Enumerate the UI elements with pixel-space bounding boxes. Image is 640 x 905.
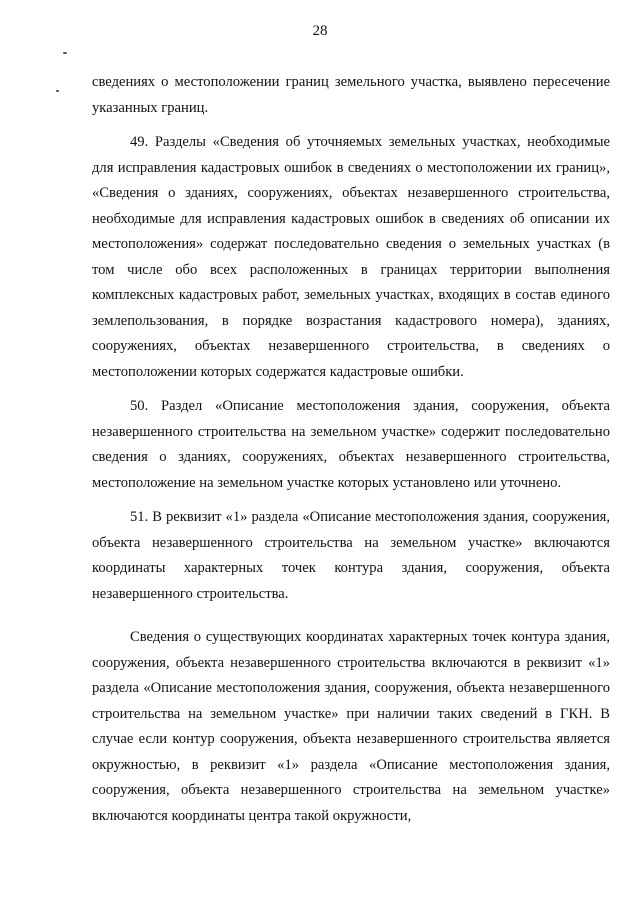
paragraph-51: 51. В реквизит «1» раздела «Описание местоположения здания, сооружения, объекта незавершенного строительства на земельном участке» включаются координаты характерных точек контура здания, сооружения, объекта незавершенного строительства. — [92, 509, 610, 602]
page-number: 28 — [312, 23, 328, 39]
paragraph-50: 50. Раздел «Описание местоположения здания, сооружения, объекта незавершенного строительства на земельном участке» содержит последовательно сведения о зданиях, сооружениях, объектах незавершенного строительства, местоположение на земельном участке которых установлено или уточнено. — [92, 398, 610, 491]
document-body — [92, 70, 610, 829]
scan-speck — [56, 90, 59, 92]
paragraph-continuation: сведениях о местоположении границ земельного участка, выявлено пересечение указанных границ. — [92, 74, 610, 116]
paragraph-49: 49. Разделы «Сведения об уточняемых земельных участках, необходимые для исправления кадастровых ошибок в сведениях о местоположении их границ», «Сведения о зданиях, сооружениях, объектах незавершенного строительства, необходимые для исправления кадастровых ошибок в сведениях об описании их местоположения» содержат последовательно сведения о земельных участках (в том числе обо всех расположенных в границах территории выполнения комплексных кадастровых работ, земельных участках, входящих в состав единого землепользования, в порядке возрастания кадастрового номера), зданиях, сооружениях, объектах незавершенного строительства, в сведениях о местоположении которых содержатся кадастровые ошибки. — [92, 134, 610, 380]
paragraph-coordinates-info: Сведения о существующих координатах характерных точек контура здания, сооружения, объекта незавершенного строительства включаются в реквизит «1» раздела «Описание местоположения здания, сооружения, объекта незавершенного строительства на земельном участке» при наличии таких сведений в ГКН. В случае если контур сооружения, объекта незавершенного строительства является окружностью, в реквизит «1» раздела «Описание местоположения здания, сооружения, объекта незавершенного строительства на земельном участке» включаются координаты центра такой окружности, — [92, 629, 610, 824]
scan-speck — [63, 52, 67, 54]
